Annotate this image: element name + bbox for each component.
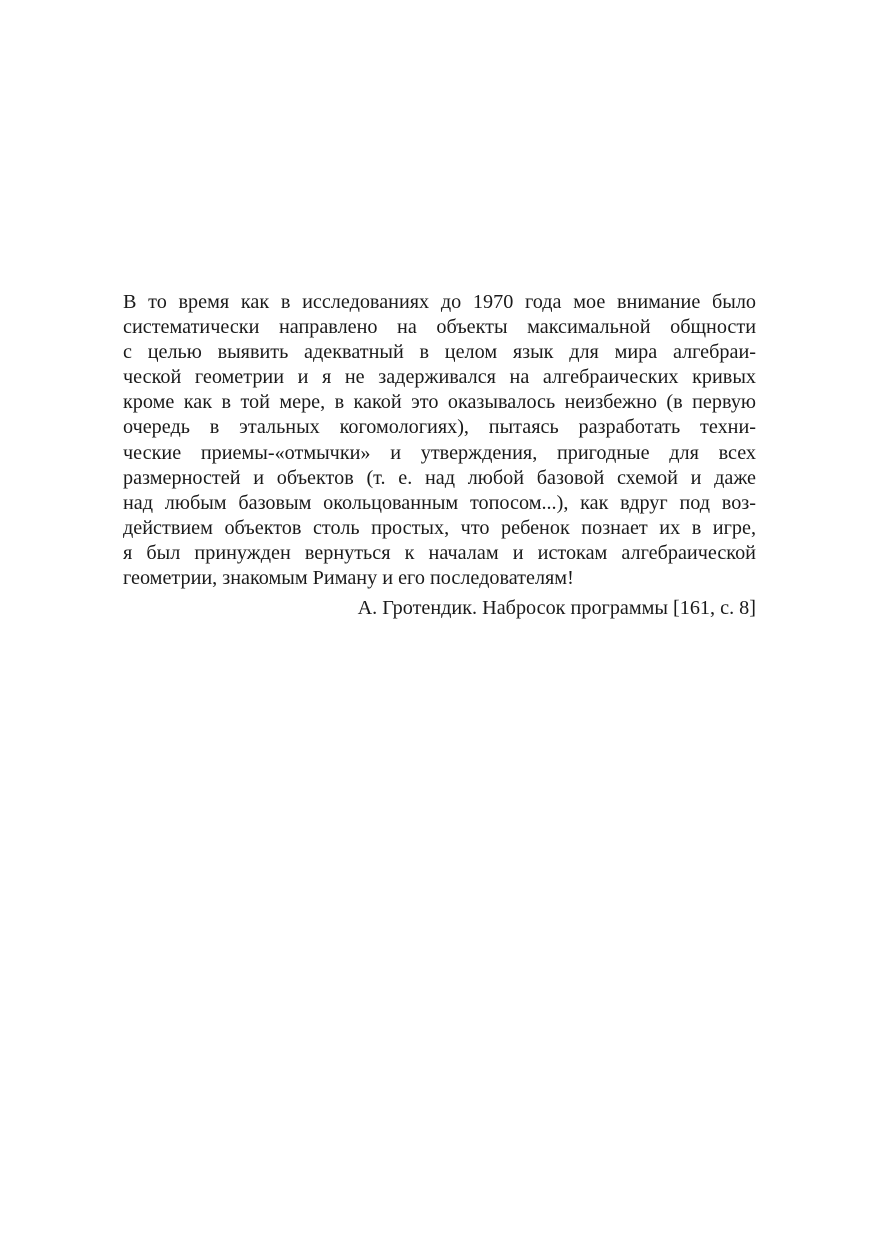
quote-line: размерностей и объектов (т. е. над любой базовой схемой и даже [123, 466, 756, 489]
epigraph-attribution: А. Гротендик. Набросок программы [161, с. 8] [357, 597, 756, 620]
quote-line: над любым базовым окольцованным топосом...), как вдруг под воз- [123, 491, 756, 514]
quote-line: ческой геометрии и я не задерживался на алгебраических кривых [123, 366, 756, 389]
quote-line: В то время как в исследованиях до 1970 года мое внимание было [123, 291, 756, 313]
quote-line: очередь в этальных когомологиях), пытаясь разработать техни- [123, 416, 756, 439]
quote-line: ческие приемы-«отмычки» и утверждения, пригодные для всех [123, 441, 756, 464]
quote-line: геометрии, знакомым Риману и его последователям! [123, 567, 574, 590]
epigraph [123, 290, 756, 621]
quote-line: я был принужден вернуться к началам и истокам алгебраической [123, 541, 756, 564]
epigraph-quote [123, 290, 756, 591]
quote-line: с целью выявить адекватный в целом язык для мира алгебраи- [123, 341, 756, 364]
quote-line: кроме как в той мере, в какой это оказывалось неизбежно (в первую [123, 391, 756, 414]
quote-line: действием объектов столь простых, что ребенок познает их в игре, [123, 516, 756, 539]
quote-line: систематически направлено на объекты максимальной общности [123, 316, 756, 339]
